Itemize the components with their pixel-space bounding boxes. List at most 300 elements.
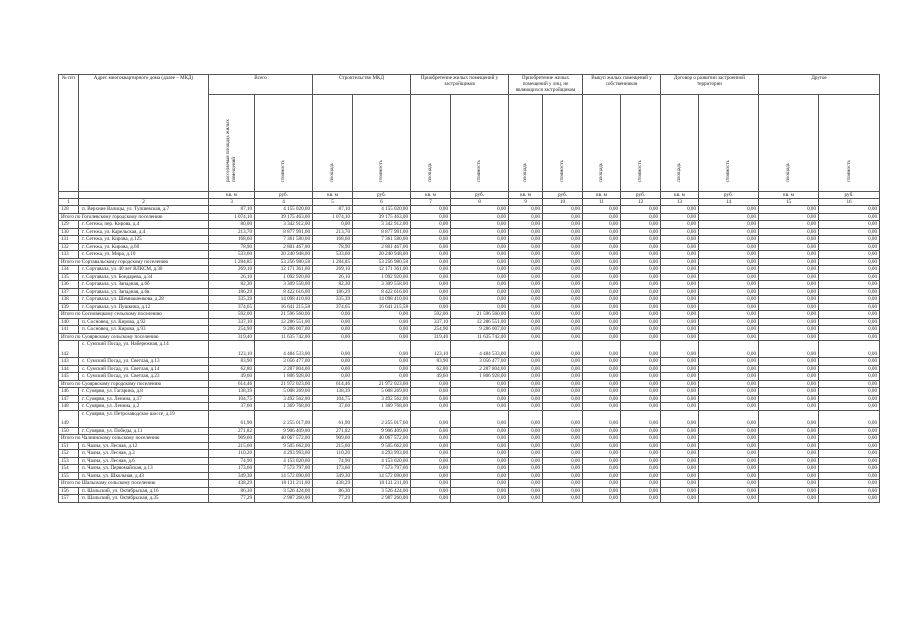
value-cell: 0,00 xyxy=(509,435,543,443)
value-cell: 0,00 xyxy=(699,258,759,266)
table-row xyxy=(59,427,880,435)
value-cell: 0,00 xyxy=(509,395,543,403)
value-cell: 26,10 xyxy=(209,273,255,281)
row-number: 155 xyxy=(59,472,79,480)
value-cell: 0,00 xyxy=(451,395,509,403)
value-cell: 0,00 xyxy=(819,236,880,244)
value-cell: 0,00 xyxy=(759,326,819,334)
value-cell: 0,00 xyxy=(621,358,661,366)
value-cell: 0,00 xyxy=(411,480,451,488)
value-cell: 0,00 xyxy=(661,450,699,458)
value-cell: 0,00 xyxy=(661,365,699,373)
value-cell: 0,00 xyxy=(621,495,661,503)
value-cell: 0,00 xyxy=(583,457,621,465)
value-cell: 0,00 xyxy=(819,373,880,381)
value-cell: 104,75 xyxy=(209,395,255,403)
table-body xyxy=(59,206,880,503)
column-number: 6 xyxy=(353,198,411,205)
value-cell: 0,00 xyxy=(583,318,621,326)
value-cell: 0,00 xyxy=(759,213,819,221)
value-cell: 254,90 xyxy=(411,326,451,334)
units-cell: руб. xyxy=(819,191,880,198)
value-cell: 0,00 xyxy=(661,258,699,266)
row-number: 149 xyxy=(59,410,79,427)
value-cell: 0,00 xyxy=(621,326,661,334)
value-cell: 0,00 xyxy=(759,410,819,427)
value-cell: 4 155 020,00 xyxy=(255,206,313,214)
column-number: 7 xyxy=(411,198,451,205)
value-cell: 62,80 xyxy=(209,365,255,373)
value-cell: 0,00 xyxy=(313,318,353,326)
subtotal-label: Итого по Чалнинскому сельскому поселению xyxy=(59,435,209,443)
value-cell: 77,29 xyxy=(209,495,255,503)
value-cell: 1 284,85 xyxy=(313,258,353,266)
value-cell: 0,00 xyxy=(759,495,819,503)
value-cell: 110,20 xyxy=(313,450,353,458)
value-cell: 0,00 xyxy=(759,358,819,366)
value-cell: 0,00 xyxy=(583,403,621,411)
value-cell: 0,00 xyxy=(451,288,509,296)
value-cell: 37,60 xyxy=(209,403,255,411)
value-cell: 0,00 xyxy=(451,221,509,229)
value-cell: 0,00 xyxy=(451,435,509,443)
value-cell: 0,00 xyxy=(509,333,543,341)
value-cell: 0,00 xyxy=(699,495,759,503)
value-cell: 0,00 xyxy=(509,373,543,381)
row-number: 142 xyxy=(59,341,79,358)
value-cell: 533,60 xyxy=(313,251,353,259)
column-number: 15 xyxy=(759,198,819,205)
subtotal-label: Итого по Гоголевскому городскому поселению xyxy=(59,213,209,221)
value-cell: 0,00 xyxy=(621,373,661,381)
value-cell: 40 067 572,00 xyxy=(353,435,411,443)
value-cell: 0,00 xyxy=(661,206,699,214)
value-cell: 2 287 804,00 xyxy=(255,365,313,373)
row-number: 139 xyxy=(59,303,79,311)
value-cell: 0,00 xyxy=(699,303,759,311)
value-cell: 40 067 572,00 xyxy=(255,435,313,443)
value-cell: 4 484 533,00 xyxy=(255,341,313,358)
value-cell: 0,00 xyxy=(819,472,880,480)
subheader-cost: стоимость xyxy=(353,94,411,191)
value-cell: 0,00 xyxy=(819,341,880,358)
value-cell: 8 877 991,00 xyxy=(255,228,313,236)
value-cell: 7 573 797,00 xyxy=(353,465,411,473)
value-cell: 269,10 xyxy=(209,266,255,274)
value-cell: 0,00 xyxy=(313,221,353,229)
value-cell: 2 801 467,00 xyxy=(255,243,313,251)
value-cell: 0,00 xyxy=(759,365,819,373)
value-cell: 0,00 xyxy=(699,480,759,488)
units-cell: руб. xyxy=(699,191,759,198)
value-cell: 0,00 xyxy=(699,373,759,381)
column-number: 13 xyxy=(661,198,699,205)
value-cell: 0,00 xyxy=(661,465,699,473)
header-group-other: Другое xyxy=(759,75,880,95)
value-cell: 21 596 560,00 xyxy=(255,311,313,319)
value-cell: 2 987 260,00 xyxy=(353,495,411,503)
row-number: 141 xyxy=(59,326,79,334)
row-number: 152 xyxy=(59,450,79,458)
value-cell: 0,00 xyxy=(543,281,583,289)
table-row xyxy=(59,243,880,251)
value-cell: 0,00 xyxy=(543,273,583,281)
value-cell: 0,00 xyxy=(661,380,699,388)
value-cell: 0,00 xyxy=(759,442,819,450)
value-cell: 168,60 xyxy=(313,236,353,244)
row-address: г. Сегежа, ул. Кирова, д.60 xyxy=(79,243,209,251)
row-number: 135 xyxy=(59,273,79,281)
value-cell: 0,00 xyxy=(661,266,699,274)
value-cell: 0,00 xyxy=(583,373,621,381)
value-cell: 1 369 768,00 xyxy=(255,403,313,411)
row-number: 133 xyxy=(59,251,79,259)
header-group-buyout: Выкуп жилых помещений у собственников xyxy=(583,75,661,95)
value-cell: 0,00 xyxy=(411,258,451,266)
value-cell: 0,00 xyxy=(759,403,819,411)
value-cell: 3 309 558,00 xyxy=(353,281,411,289)
header-row xyxy=(59,75,880,95)
value-cell: 0,00 xyxy=(819,410,880,427)
value-cell: 614,46 xyxy=(209,380,255,388)
value-cell: 0,00 xyxy=(353,341,411,358)
value-cell: 0,00 xyxy=(411,442,451,450)
value-cell: 0,00 xyxy=(583,288,621,296)
row-number: 143 xyxy=(59,358,79,366)
value-cell: 0,00 xyxy=(621,403,661,411)
value-cell: 0,00 xyxy=(699,380,759,388)
value-cell: 0,00 xyxy=(543,472,583,480)
value-cell: 0,00 xyxy=(699,427,759,435)
value-cell: 0,00 xyxy=(583,480,621,488)
value-cell: 0,00 xyxy=(543,341,583,358)
value-cell: 0,00 xyxy=(759,296,819,304)
value-cell: 0,00 xyxy=(819,288,880,296)
value-cell: 14 098 410,00 xyxy=(353,296,411,304)
column-number: 5 xyxy=(313,198,353,205)
value-cell: 12 286 551,00 xyxy=(255,318,313,326)
value-cell: 3 492 562,00 xyxy=(353,395,411,403)
table-row xyxy=(59,326,880,334)
row-address: г. Сегежа, ул. Карельская, д.4 xyxy=(79,228,209,236)
row-address: п. Чална, ул. Школьная, д.43 xyxy=(79,472,209,480)
value-cell: 0,00 xyxy=(509,427,543,435)
subtotal-label: Итого по Суоярвскому сельскому поселению xyxy=(59,333,209,341)
value-cell: 0,00 xyxy=(819,303,880,311)
value-cell: 61,90 xyxy=(313,410,353,427)
value-cell: 0,00 xyxy=(661,311,699,319)
row-address: г. Сортавала, ул. Бондарева, д.34 xyxy=(79,273,209,281)
value-cell: 0,00 xyxy=(661,457,699,465)
table-row xyxy=(59,403,880,411)
subheader-cost: стоимость xyxy=(543,94,583,191)
value-cell: 0,00 xyxy=(509,480,543,488)
subheader-cost: стоимость xyxy=(819,94,880,191)
value-cell: 0,00 xyxy=(451,465,509,473)
value-cell: 2 987 260,00 xyxy=(255,495,313,503)
value-cell: 5 008 269,00 xyxy=(353,388,411,396)
value-cell: 0,00 xyxy=(759,318,819,326)
column-numbers-row xyxy=(59,198,880,205)
value-cell: 0,00 xyxy=(313,326,353,334)
units-cell: руб. xyxy=(353,191,411,198)
row-address: п. Чална, ул. Лесная, д.6 xyxy=(79,457,209,465)
value-cell: 0,00 xyxy=(583,388,621,396)
value-cell: 0,00 xyxy=(451,228,509,236)
row-address: г. Сортавала, ул. Западная, д.6б xyxy=(79,281,209,289)
header-group-developer: Приобретение жилых помещений у застройщиков xyxy=(411,75,509,95)
value-cell: 0,00 xyxy=(759,266,819,274)
value-cell: 0,00 xyxy=(661,487,699,495)
value-cell: 0,00 xyxy=(699,236,759,244)
value-cell: 0,00 xyxy=(759,450,819,458)
value-cell: 0,00 xyxy=(661,213,699,221)
row-number: 153 xyxy=(59,457,79,465)
row-number: 157 xyxy=(59,495,79,503)
value-cell: 0,00 xyxy=(451,457,509,465)
value-cell: 0,00 xyxy=(411,388,451,396)
value-cell: 0,00 xyxy=(621,318,661,326)
row-number: 156 xyxy=(59,487,79,495)
value-cell: 0,00 xyxy=(583,410,621,427)
value-cell: 0,00 xyxy=(411,296,451,304)
subtotal-label: Итого по Суоярвскому городскому поселению xyxy=(59,380,209,388)
value-cell: 0,00 xyxy=(759,487,819,495)
value-cell: 0,00 xyxy=(451,206,509,214)
value-cell: 0,00 xyxy=(621,243,661,251)
value-cell: 0,00 xyxy=(451,480,509,488)
value-cell: 0,00 xyxy=(621,435,661,443)
value-cell: 0,00 xyxy=(759,243,819,251)
value-cell: 0,00 xyxy=(509,388,543,396)
value-cell: 2 287 804,00 xyxy=(451,365,509,373)
value-cell: 0,00 xyxy=(699,365,759,373)
value-cell: 0,00 xyxy=(411,410,451,427)
units-cell xyxy=(79,191,209,198)
value-cell: 82,30 xyxy=(313,281,353,289)
column-number: 16 xyxy=(819,198,880,205)
value-cell: 0,00 xyxy=(583,487,621,495)
value-cell: 0,00 xyxy=(621,427,661,435)
value-cell: 0,00 xyxy=(313,311,353,319)
value-cell: 3 309 558,00 xyxy=(255,281,313,289)
value-cell: 0,00 xyxy=(353,326,411,334)
value-cell: 0,00 xyxy=(411,236,451,244)
table-row xyxy=(59,358,880,366)
value-cell: 86,30 xyxy=(209,487,255,495)
value-cell: 0,00 xyxy=(759,311,819,319)
value-cell: 39 175 463,00 xyxy=(255,213,313,221)
value-cell: 0,00 xyxy=(543,480,583,488)
value-cell: 0,00 xyxy=(759,427,819,435)
value-cell: 0,00 xyxy=(543,236,583,244)
column-number: 10 xyxy=(543,198,583,205)
value-cell: 0,00 xyxy=(583,365,621,373)
value-cell: 77,29 xyxy=(313,495,353,503)
value-cell: 7 573 797,00 xyxy=(255,465,313,473)
header-group-construction: Строительство МКД xyxy=(313,75,411,95)
value-cell: 0,00 xyxy=(699,221,759,229)
value-cell: 0,00 xyxy=(313,341,353,358)
value-cell: 110,20 xyxy=(209,450,255,458)
subheader-area: площадь xyxy=(661,94,699,191)
row-address: п. Шальский, ул. Октябрьская, д.16 xyxy=(79,487,209,495)
value-cell: 3 526 424,00 xyxy=(255,487,313,495)
table-row xyxy=(59,365,880,373)
value-cell: 0,00 xyxy=(759,388,819,396)
value-cell: 0,00 xyxy=(583,258,621,266)
value-cell: 0,00 xyxy=(583,243,621,251)
value-cell: 0,00 xyxy=(819,435,880,443)
value-cell: 0,00 xyxy=(583,228,621,236)
value-cell: 0,00 xyxy=(759,480,819,488)
value-cell: 39 175 463,00 xyxy=(353,213,411,221)
table-row xyxy=(59,273,880,281)
value-cell: 123,10 xyxy=(209,341,255,358)
subheader-cost: стоимость xyxy=(699,94,759,191)
value-cell: 0,00 xyxy=(819,251,880,259)
value-cell: 0,00 xyxy=(759,435,819,443)
value-cell: 0,00 xyxy=(661,243,699,251)
value-cell: 3 342 912,00 xyxy=(353,221,411,229)
value-cell: 0,00 xyxy=(621,266,661,274)
value-cell: 14 098 410,00 xyxy=(255,296,313,304)
value-cell: 0,00 xyxy=(759,380,819,388)
table-row xyxy=(59,236,880,244)
value-cell: 271,82 xyxy=(313,427,353,435)
value-cell: 0,00 xyxy=(451,403,509,411)
subheader-cost-total: стоимость xyxy=(255,94,313,191)
value-cell: 269,10 xyxy=(313,266,353,274)
row-address: с. Сумский Посад, ул. Светлая, д.14 xyxy=(79,365,209,373)
value-cell: 0,00 xyxy=(661,410,699,427)
value-cell: 0,00 xyxy=(451,442,509,450)
value-cell: 78,90 xyxy=(313,243,353,251)
value-cell: 0,00 xyxy=(699,281,759,289)
value-cell: 0,00 xyxy=(699,457,759,465)
row-number: 151 xyxy=(59,442,79,450)
value-cell: 4 153 020,00 xyxy=(353,457,411,465)
value-cell: 49,60 xyxy=(209,373,255,381)
value-cell: 0,00 xyxy=(699,487,759,495)
table-row xyxy=(59,388,880,396)
value-cell: 215,60 xyxy=(313,442,353,450)
value-cell: 123,10 xyxy=(411,341,451,358)
row-address: с. Сумский Посад, ул. Светлая, д.23 xyxy=(79,373,209,381)
value-cell: 0,00 xyxy=(353,333,411,341)
subheader-area: площадь xyxy=(313,94,353,191)
value-cell: 0,00 xyxy=(699,228,759,236)
value-cell: 3 526 424,00 xyxy=(353,487,411,495)
value-cell: 0,00 xyxy=(759,457,819,465)
value-cell: 0,00 xyxy=(759,273,819,281)
value-cell: 0,00 xyxy=(509,258,543,266)
value-cell: 0,00 xyxy=(819,281,880,289)
value-cell: 0,00 xyxy=(543,465,583,473)
value-cell: 0,00 xyxy=(819,228,880,236)
table-row xyxy=(59,221,880,229)
value-cell: 0,00 xyxy=(661,442,699,450)
value-cell: 9 906 409,00 xyxy=(255,427,313,435)
value-cell: 87,10 xyxy=(209,206,255,214)
value-cell: 0,00 xyxy=(661,236,699,244)
value-cell: 0,00 xyxy=(451,472,509,480)
value-cell: 0,00 xyxy=(509,213,543,221)
value-cell: 0,00 xyxy=(661,373,699,381)
value-cell: 0,00 xyxy=(621,450,661,458)
value-cell: 0,00 xyxy=(621,333,661,341)
column-number: 3 xyxy=(209,198,255,205)
value-cell: 0,00 xyxy=(451,303,509,311)
value-cell: 0,00 xyxy=(451,258,509,266)
value-cell: 86,30 xyxy=(313,487,353,495)
value-cell: 0,00 xyxy=(621,380,661,388)
value-cell: 0,00 xyxy=(621,465,661,473)
row-number: 154 xyxy=(59,465,79,473)
table-row xyxy=(59,395,880,403)
value-cell: 82,30 xyxy=(209,281,255,289)
value-cell: 0,00 xyxy=(621,388,661,396)
value-cell: 0,00 xyxy=(509,251,543,259)
value-cell: 0,00 xyxy=(411,288,451,296)
value-cell: 0,00 xyxy=(621,311,661,319)
value-cell: 0,00 xyxy=(543,266,583,274)
value-cell: 0,00 xyxy=(543,288,583,296)
row-address: г. Суоярви, ул. Победы, д.11 xyxy=(79,427,209,435)
value-cell: 11 635 742,00 xyxy=(255,333,313,341)
value-cell: 0,00 xyxy=(819,258,880,266)
value-cell: 0,00 xyxy=(313,333,353,341)
value-cell: 7 361 580,00 xyxy=(255,236,313,244)
table-row xyxy=(59,442,880,450)
value-cell: 0,00 xyxy=(819,495,880,503)
value-cell: 0,00 xyxy=(583,395,621,403)
value-cell: 1 806 928,00 xyxy=(255,373,313,381)
value-cell: 4 484 533,00 xyxy=(451,341,509,358)
row-address: г. Сегежа, ул. Кирова, д.125 xyxy=(79,236,209,244)
value-cell: 0,00 xyxy=(411,266,451,274)
value-cell: 909,60 xyxy=(313,435,353,443)
value-cell: 0,00 xyxy=(543,495,583,503)
value-cell: 349,30 xyxy=(313,472,353,480)
value-cell: 0,00 xyxy=(543,358,583,366)
value-cell: 0,00 xyxy=(583,326,621,334)
value-cell: 0,00 xyxy=(411,243,451,251)
value-cell: 374,65 xyxy=(209,303,255,311)
value-cell: 0,00 xyxy=(699,206,759,214)
value-cell: 0,00 xyxy=(353,318,411,326)
value-cell: 215,60 xyxy=(209,442,255,450)
value-cell: 0,00 xyxy=(543,435,583,443)
subtotal-row xyxy=(59,480,880,488)
value-cell: 0,00 xyxy=(699,266,759,274)
row-number: 130 xyxy=(59,228,79,236)
value-cell: 0,00 xyxy=(543,303,583,311)
value-cell: 0,00 xyxy=(509,296,543,304)
value-cell: 0,00 xyxy=(661,251,699,259)
row-number: 140 xyxy=(59,318,79,326)
value-cell: 0,00 xyxy=(411,435,451,443)
value-cell: 0,00 xyxy=(759,251,819,259)
value-cell: 8 422 616,00 xyxy=(255,288,313,296)
value-cell: 0,00 xyxy=(661,273,699,281)
value-cell: 349,30 xyxy=(209,472,255,480)
value-cell: 0,00 xyxy=(509,281,543,289)
subheader-area: площадь xyxy=(759,94,819,191)
row-address: г. Суоярви, ул. Ленина, д.2 xyxy=(79,403,209,411)
value-cell: 0,00 xyxy=(543,206,583,214)
row-address: г. Суоярви, ул. Петрозаводское шоссе, д.19 xyxy=(79,410,209,427)
